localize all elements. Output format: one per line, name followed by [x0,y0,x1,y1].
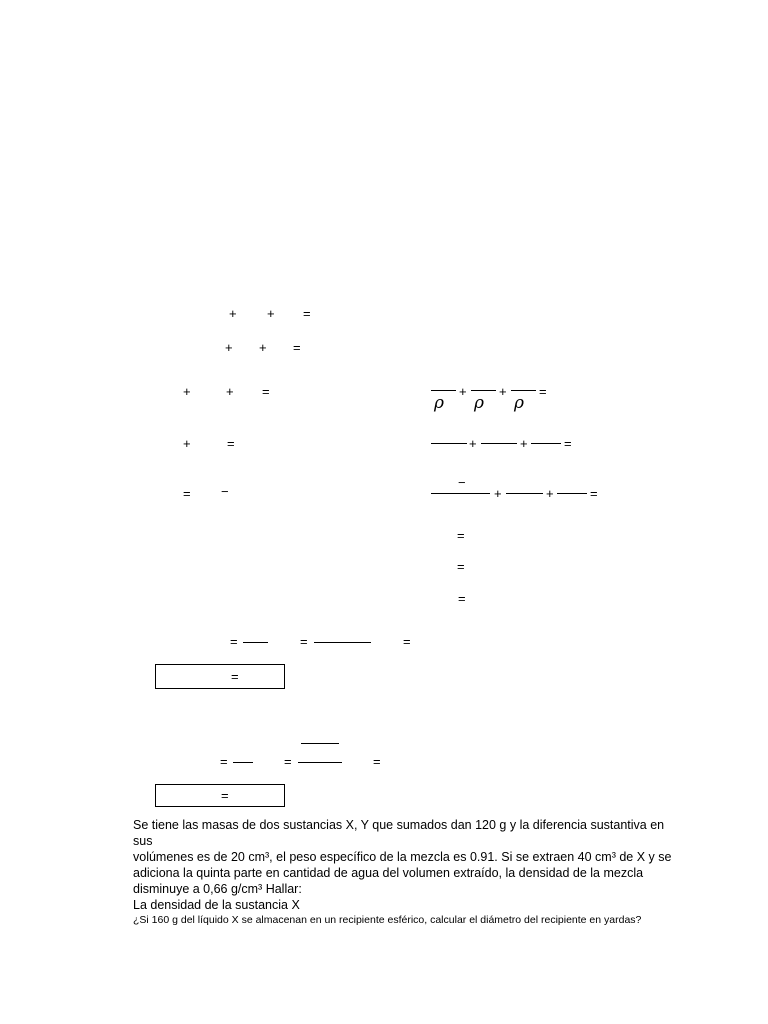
fraction-bar [471,390,496,391]
plus-sign: + [226,384,234,399]
plus-sign: + [229,306,237,321]
equals-sign: = [300,634,308,649]
equals-sign: = [220,754,228,769]
plus-sign: + [520,436,528,451]
equals-sign: = [227,436,235,451]
equals-sign: = [373,754,381,769]
fraction-bar [431,443,467,444]
fraction-bar [506,493,543,494]
plus-sign: + [225,340,233,355]
problem-statement [133,817,673,927]
equals-sign: = [231,669,239,684]
statement-line: disminuye a 0,66 g/cm³ Hallar: [133,882,302,896]
fraction-bar [511,390,536,391]
plus-sign: + [267,306,275,321]
minus-sign: − [458,475,466,490]
statement-line: volúmenes es de 20 cm³, el peso específico de la mezcla es 0.91. Si se extraen 40 cm³ de X y se [133,850,672,864]
plus-sign: + [183,436,191,451]
density-symbol: ρ [474,393,484,413]
equals-sign: = [403,634,411,649]
plus-sign: + [546,486,554,501]
equals-sign: = [303,306,311,321]
equals-sign: = [564,436,572,451]
density-symbol: ρ [434,393,444,413]
equals-sign: = [590,486,598,501]
statement-line: Se tiene las masas de dos sustancias X, Y que sumados dan 120 g y la diferencia sustantiva en sus [133,818,665,848]
minus-sign: − [221,484,229,499]
answer-box [155,784,285,807]
fraction-bar [557,493,587,494]
answer-box [155,664,285,689]
equals-sign: = [293,340,301,355]
statement-line: adiciona la quinta parte en cantidad de agua del volumen extraído, la densidad de la mezcla [133,866,644,880]
fraction-bar [233,762,253,763]
fraction-bar [481,443,517,444]
fraction-bar [243,642,268,643]
equals-sign: = [230,634,238,649]
equals-sign: = [457,559,465,574]
equals-sign: = [539,384,547,399]
plus-sign: + [459,384,467,399]
plus-sign: + [259,340,267,355]
plus-sign: + [469,436,477,451]
question-1: La densidad de la sustancia X [133,898,300,912]
equals-sign: = [183,486,191,501]
equals-sign: = [284,754,292,769]
equals-sign: = [458,591,466,606]
question-2: ¿Si 160 g del líquido X se almacenan en un recipiente esférico, calcular el diámetro del recipiente en yardas? [133,914,642,926]
equals-sign: = [221,788,229,803]
fraction-bar [314,642,371,643]
plus-sign: + [183,384,191,399]
fraction-bar [531,443,561,444]
fraction-bar [431,390,456,391]
density-symbol: ρ [514,393,524,413]
fraction-bar [431,493,490,494]
equals-sign: = [262,384,270,399]
plus-sign: + [494,486,502,501]
fraction-bar [301,743,339,744]
equals-sign: = [457,528,465,543]
fraction-bar [298,762,342,763]
plus-sign: + [499,384,507,399]
